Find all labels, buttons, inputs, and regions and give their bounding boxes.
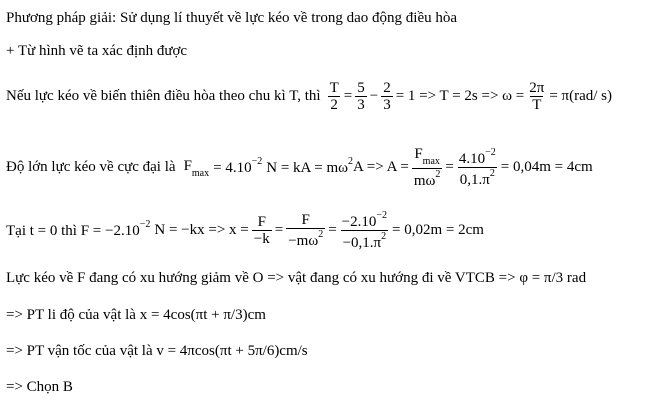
fraction-2pi-over-t xyxy=(527,80,546,113)
fraction-denominator: $-m\omega^2$ xyxy=(288,229,324,249)
fraction-numerator: $4.10^{-2}$ xyxy=(458,147,496,167)
fraction-denominator: −k xyxy=(253,231,270,247)
amplitude-prefix: Độ lớn lực kéo về cực đại là xyxy=(6,159,176,175)
velocity-equation-line: => PT vận tốc của vật là v = 4πcos(πt + 5π/6)cm/s xyxy=(6,343,308,359)
answer-line: => Chọn B xyxy=(6,379,73,395)
amplitude-result: = 0,04m = 4cm xyxy=(500,159,593,175)
figure-note-line: + Từ hình vẽ ta xác định được xyxy=(6,43,188,59)
fraction-denominator: 2 xyxy=(330,97,338,113)
fraction-denominator: 3 xyxy=(357,97,365,113)
fraction-fmax-over-momega2 xyxy=(412,146,443,189)
fraction-2-over-3 xyxy=(381,80,393,113)
method-line: Phương pháp giải: Sử dụng lí thuyết về lực kéo về trong dao động điều hòa xyxy=(6,10,458,26)
fraction-5-over-3 xyxy=(355,80,367,113)
initial-force: Tại t = 0 thì $F = -2.10^{-2}$ xyxy=(6,219,151,239)
position-equation-line: => PT li độ của vật là x = 4cos(πt + π/3)cm xyxy=(6,307,266,323)
displacement-equation-line xyxy=(6,210,484,251)
equals-sign: = xyxy=(445,159,454,175)
fraction-amplitude-value xyxy=(457,147,498,188)
fmax-value: = $4.10^{-2}$ xyxy=(213,156,263,176)
displacement-result: = 0,02m = 2cm xyxy=(392,222,484,238)
fraction-numerator: F xyxy=(257,214,266,230)
fraction-numerator: 5 xyxy=(357,80,365,96)
fraction-numerator: 2π xyxy=(529,80,545,96)
fraction-displacement-value xyxy=(340,210,389,251)
fraction-denominator: $0,1.\pi^2$ xyxy=(459,168,495,188)
fraction-denominator: 3 xyxy=(383,97,391,113)
period-prefix: Nếu lực kéo về biến thiên điều hòa theo chu kì T, thì xyxy=(6,88,321,104)
amplitude-arrow: A => A = xyxy=(353,159,409,175)
fraction-f-over-minus-momega2 xyxy=(286,212,325,249)
displacement-relation: N = −kx => x = xyxy=(154,222,249,238)
fraction-numerator: $F_{max}$ xyxy=(414,146,440,167)
fraction-numerator: 2 xyxy=(383,80,391,96)
amplitude-equation-line xyxy=(6,146,593,189)
force-relation: N = kA = $m\omega^2$ xyxy=(266,156,354,176)
fraction-t-over-2 xyxy=(328,80,341,113)
fraction-numerator: T xyxy=(329,80,339,96)
omega-result: = π(rad/ s) xyxy=(549,88,613,104)
fmax-symbol: $F_{max}$ xyxy=(183,158,210,179)
fraction-f-over-minus-k xyxy=(252,214,272,247)
equals-sign: = xyxy=(343,88,353,104)
equals-sign: = xyxy=(274,222,284,238)
fraction-numerator: $-2.10^{-2}$ xyxy=(341,210,388,230)
fraction-denominator: T xyxy=(532,97,542,113)
fraction-numerator: F xyxy=(301,212,310,228)
fraction-denominator: $m\omega^2$ xyxy=(413,169,441,189)
fraction-denominator: $-0,1.\pi^2$ xyxy=(342,231,387,251)
minus-sign: − xyxy=(369,88,379,104)
period-equation-line xyxy=(6,80,612,113)
phase-line: Lực kéo về F đang có xu hướng giảm về O => vật đang có xu hướng đi về VTCB => φ = π/3 rad xyxy=(6,270,587,286)
equals-sign: = xyxy=(328,222,337,238)
period-result: = 1 => T = 2s => ω = xyxy=(395,88,525,104)
